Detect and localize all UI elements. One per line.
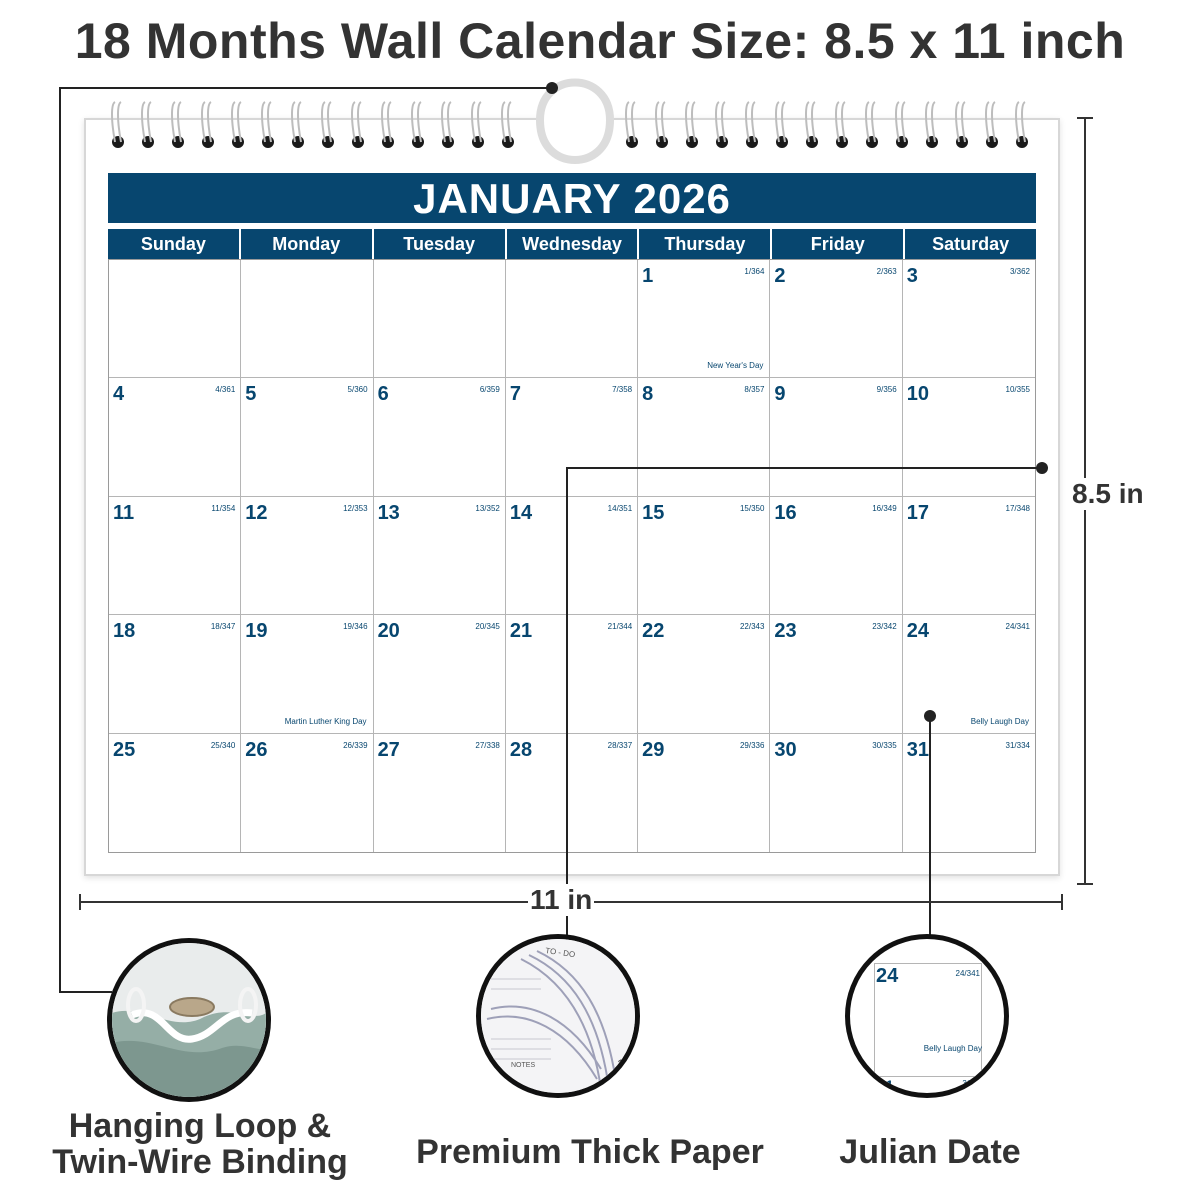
julian-date: 21/344 — [607, 622, 633, 632]
day-number: 13 — [377, 501, 400, 524]
holiday-label: New Year's Day — [707, 361, 764, 371]
julian-date: 27/338 — [475, 740, 500, 750]
weekday-thursday: Thursday — [639, 229, 772, 259]
wire-loop — [322, 102, 334, 148]
day-number: 16 — [774, 501, 797, 524]
paper-closeup-notes: NOTES — [511, 1062, 536, 1069]
weekday-wednesday: Wednesday — [507, 229, 640, 259]
paper-closeup-page-number: 13 — [617, 1056, 633, 1072]
feature-label-hanging-line1: Hanging Loop & — [68, 1107, 332, 1145]
day-cell — [638, 497, 770, 615]
feature-label-hanging — [20, 1108, 380, 1180]
wire-loop — [232, 102, 244, 148]
wire-loop — [202, 102, 214, 148]
julian-closeup-holiday: Belly Laugh Day — [923, 1044, 982, 1053]
twin-wire-binding — [0, 60, 1200, 180]
wire-loop — [262, 102, 274, 148]
julian-date: 29/336 — [739, 740, 765, 750]
wire-loop — [112, 102, 124, 148]
wire-loop — [926, 102, 938, 148]
day-cell — [241, 615, 373, 733]
day-number: 9 — [774, 383, 786, 406]
wire-loop — [866, 102, 878, 148]
holiday-label: Martin Luther King Day — [284, 716, 367, 726]
julian-date: 13/352 — [475, 503, 500, 513]
julian-closeup-next-julian: 31/3 — [962, 1079, 978, 1088]
empty-day-cell — [506, 260, 638, 378]
wire-loop — [986, 102, 998, 148]
day-number: 23 — [774, 620, 797, 643]
day-number: 7 — [509, 383, 521, 406]
wire-loop — [292, 102, 304, 148]
day-number: 25 — [113, 738, 136, 761]
julian-date: 8/357 — [744, 385, 765, 395]
day-cell — [506, 734, 638, 852]
day-cell — [374, 734, 506, 852]
day-cell — [506, 615, 638, 733]
day-cell — [903, 615, 1035, 733]
wire-loop — [352, 102, 364, 148]
julian-date: 9/356 — [876, 385, 897, 395]
wire-loop — [412, 102, 424, 148]
day-cell — [903, 734, 1035, 852]
day-cell — [109, 378, 241, 496]
day-cell — [638, 734, 770, 852]
feature-label-julian: Julian Date — [839, 1133, 1021, 1171]
weekday-header-row — [108, 229, 1036, 259]
day-number: 14 — [509, 501, 533, 524]
day-cell — [903, 260, 1035, 378]
wire-loop — [746, 102, 758, 148]
wire-loop — [1016, 102, 1028, 148]
day-cell — [903, 378, 1035, 496]
julian-closeup-next-day: 31 — [878, 1077, 894, 1093]
day-number: 10 — [906, 383, 929, 406]
julian-date-closeup — [845, 934, 1009, 1098]
hanging-loop-icon — [540, 83, 610, 161]
julian-date: 10/355 — [1005, 385, 1030, 395]
julian-date: 7/358 — [612, 385, 633, 395]
day-number: 22 — [642, 620, 665, 643]
day-cell — [109, 615, 241, 733]
julian-date: 1/364 — [744, 267, 765, 276]
day-number: 6 — [377, 383, 389, 406]
paper-closeup-todo: TO - DO — [544, 946, 576, 960]
julian-date: 26/339 — [343, 740, 368, 750]
julian-date: 17/348 — [1005, 503, 1030, 513]
wire-loop — [716, 102, 728, 148]
day-number: 1 — [642, 265, 654, 287]
wire-loop — [836, 102, 848, 148]
day-cell — [374, 497, 506, 615]
day-number: 15 — [642, 501, 665, 524]
day-number: 17 — [906, 501, 929, 524]
julian-date: 5/360 — [347, 385, 368, 395]
day-cell — [638, 260, 770, 378]
day-number: 21 — [509, 620, 533, 643]
empty-day-cell — [374, 260, 506, 378]
day-cell — [374, 615, 506, 733]
day-number: 5 — [245, 383, 257, 406]
wire-loop — [142, 102, 154, 148]
month-title: JANUARY 2026 — [108, 173, 1036, 223]
julian-date: 31/334 — [1005, 740, 1030, 750]
julian-closeup-day: 24 — [876, 965, 899, 987]
empty-day-cell — [109, 260, 241, 378]
day-number: 30 — [774, 738, 797, 761]
julian-date: 11/354 — [211, 503, 236, 513]
headline: 18 Months Wall Calendar Size: 8.5 x 11 inch — [74, 13, 1126, 69]
calendar-grid — [108, 259, 1036, 853]
holiday-label: Belly Laugh Day — [970, 716, 1029, 726]
wire-loop — [626, 102, 638, 148]
weekday-tuesday: Tuesday — [374, 229, 507, 259]
day-cell — [506, 378, 638, 496]
height-label: 8.5 in — [1072, 478, 1144, 509]
day-cell — [770, 378, 902, 496]
day-number: 3 — [906, 265, 918, 287]
weekday-friday: Friday — [772, 229, 905, 259]
day-cell — [109, 497, 241, 615]
wire-loop — [502, 102, 514, 148]
day-number: 26 — [245, 738, 268, 761]
wire-loop — [172, 102, 184, 148]
julian-date: 6/359 — [479, 385, 500, 395]
wire-loop — [472, 102, 484, 148]
day-cell — [770, 734, 902, 852]
wire-loop — [656, 102, 668, 148]
day-cell — [109, 734, 241, 852]
paper-stack-closeup — [476, 934, 640, 1098]
julian-date: 3/362 — [1009, 267, 1030, 276]
day-cell — [770, 497, 902, 615]
hanging-loop-closeup-icon — [112, 943, 266, 1097]
julian-date: 2/363 — [876, 267, 897, 276]
julian-date: 16/349 — [872, 503, 897, 513]
day-number: 4 — [113, 383, 125, 406]
julian-date: 19/346 — [343, 622, 368, 632]
julian-date: 25/340 — [210, 740, 236, 750]
paper-stack-closeup-icon — [481, 939, 635, 1093]
wire-loop — [896, 102, 908, 148]
weekday-saturday: Saturday — [905, 229, 1036, 259]
weekday-monday: Monday — [241, 229, 374, 259]
julian-date: 24/341 — [1005, 622, 1030, 632]
day-cell — [506, 497, 638, 615]
day-number: 29 — [642, 738, 665, 761]
julian-date: 14/351 — [607, 503, 633, 513]
wire-loop — [686, 102, 698, 148]
day-number: 24 — [906, 620, 929, 643]
day-number: 31 — [906, 738, 929, 761]
julian-date: 12/353 — [343, 503, 368, 513]
day-number: 28 — [509, 738, 533, 761]
day-cell — [374, 378, 506, 496]
julian-date: 20/345 — [475, 622, 500, 632]
wire-loop — [776, 102, 788, 148]
empty-day-cell — [241, 260, 373, 378]
wire-loop — [442, 102, 454, 148]
wire-loop — [806, 102, 818, 148]
julian-date: 4/361 — [215, 385, 236, 395]
day-number: 8 — [642, 383, 654, 406]
day-number: 27 — [377, 738, 400, 761]
julian-date: 18/347 — [210, 622, 236, 632]
julian-date: 30/335 — [872, 740, 897, 750]
hanging-loop-closeup — [107, 938, 271, 1102]
day-cell — [638, 378, 770, 496]
weekday-sunday: Sunday — [108, 229, 241, 259]
day-cell — [770, 260, 902, 378]
day-cell — [241, 378, 373, 496]
julian-closeup-julian: 24/341 — [955, 969, 980, 978]
day-number: 12 — [245, 501, 268, 524]
day-number: 2 — [774, 265, 786, 287]
feature-label-hanging-line2: Twin-Wire Binding — [52, 1143, 348, 1181]
day-cell — [638, 615, 770, 733]
day-cell — [241, 734, 373, 852]
day-cell — [903, 497, 1035, 615]
day-number: 18 — [113, 620, 136, 643]
wire-loop — [382, 102, 394, 148]
feature-label-paper: Premium Thick Paper — [416, 1133, 764, 1171]
julian-date: 15/350 — [739, 503, 765, 513]
day-cell — [241, 497, 373, 615]
julian-date: 22/343 — [739, 622, 765, 632]
day-number: 19 — [245, 620, 268, 643]
julian-date: 28/337 — [607, 740, 633, 750]
day-cell — [770, 615, 902, 733]
day-number: 20 — [377, 620, 400, 643]
julian-date: 23/342 — [872, 622, 897, 632]
wire-loop — [956, 102, 968, 148]
width-label: 11 in — [530, 884, 593, 915]
day-number: 11 — [113, 501, 135, 524]
